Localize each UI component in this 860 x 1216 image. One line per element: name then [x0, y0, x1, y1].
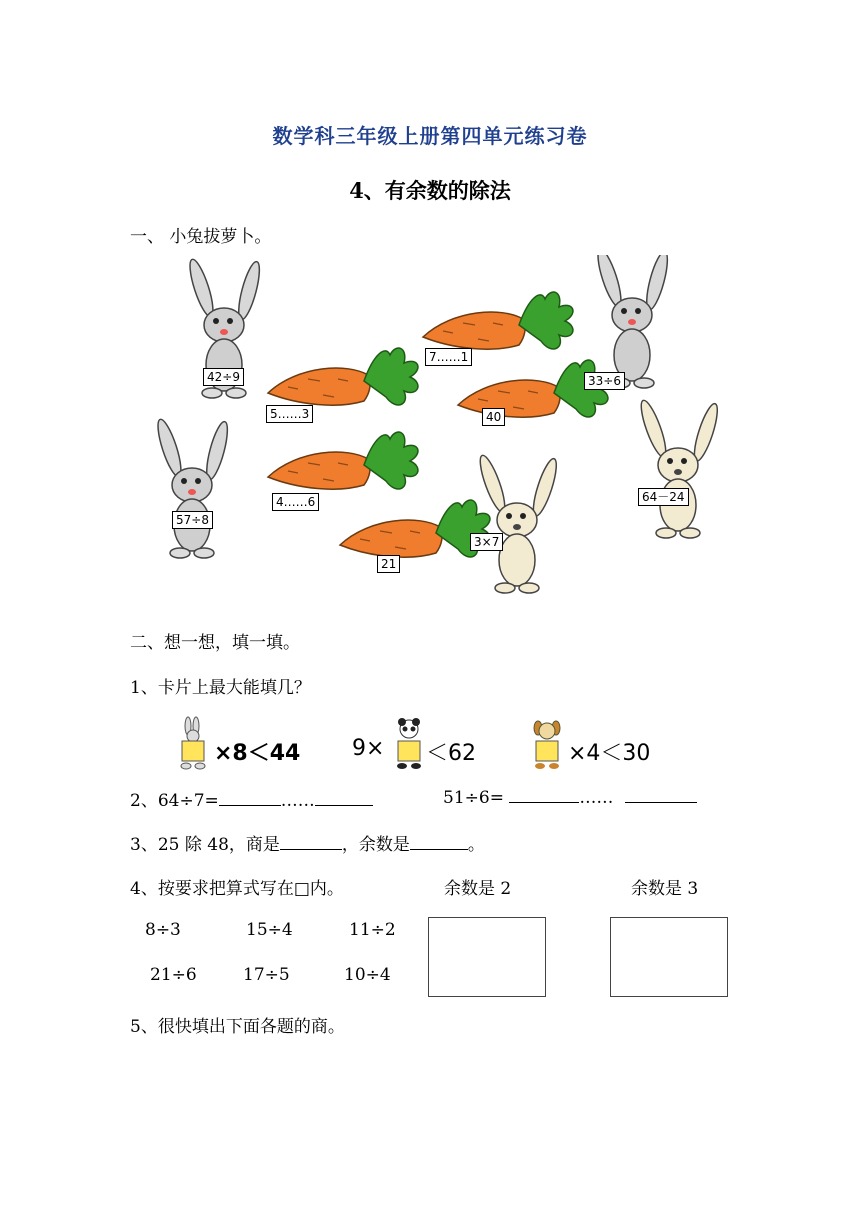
- section2-heading: 二、想一想，填一填。: [130, 633, 300, 653]
- q2-blank-3[interactable]: [509, 786, 579, 803]
- rabbit-carrot-illustration: [128, 255, 738, 615]
- q3-part-b: ，余数是: [341, 835, 410, 855]
- q2-line: [130, 786, 373, 811]
- q4-label-remainder-2: 余数是 2: [444, 879, 512, 899]
- q4-label-remainder-3: 余数是 3: [631, 879, 699, 899]
- q2-blank-4[interactable]: [625, 786, 697, 803]
- rabbit-card-4: 64－24: [638, 488, 689, 506]
- q2-blank-1[interactable]: [219, 789, 281, 806]
- q2-dots-2: ……: [579, 788, 614, 808]
- section1-heading: 一、 小兔拔萝卜。: [130, 227, 272, 247]
- q4-expr-3: 11÷2: [349, 920, 396, 940]
- carrot-card-5: 21: [377, 555, 400, 573]
- q4-expr-4: 21÷6: [150, 965, 197, 985]
- q2-right-line: [443, 786, 697, 808]
- q4-expr-2: 15÷4: [246, 920, 293, 940]
- q1-inequalities: [176, 716, 736, 776]
- rabbit-card-1: 42÷9: [203, 368, 244, 386]
- answer-box-remainder-3[interactable]: [610, 917, 728, 997]
- carrot-5: [340, 500, 490, 557]
- carrot-2: [423, 292, 573, 349]
- q1-text: 1、卡片上最大能填几？: [130, 678, 311, 698]
- rabbit-card-3: 57÷8: [172, 511, 213, 529]
- ineq-2-pre: 9×: [352, 736, 385, 761]
- carrot-card-2: 7……1: [425, 348, 472, 366]
- rabbit-card-2: 33÷6: [584, 372, 625, 390]
- q2-blank-2[interactable]: [315, 789, 373, 806]
- q3-line: [130, 830, 485, 855]
- q2-dots: ……: [280, 791, 315, 811]
- rabbit-card-5: 3×7: [470, 533, 503, 551]
- q3-part-a: 3、25 除 48，商是: [130, 835, 280, 855]
- rabbit-2: [594, 255, 672, 388]
- rabbit-3: [154, 417, 232, 558]
- page-title: 数学科三年级上册第四单元练习卷: [272, 124, 588, 148]
- carrot-4: [268, 432, 418, 489]
- q2-left: 2、64÷7=: [130, 791, 219, 811]
- panda-card-icon: [392, 716, 426, 772]
- q4-expr-6: 10÷4: [344, 965, 391, 985]
- carrot-1: [268, 348, 418, 405]
- q3-blank-remainder[interactable]: [410, 833, 468, 850]
- q3-blank-quotient[interactable]: [280, 833, 342, 850]
- page-subtitle: 4、有余数的除法: [349, 178, 511, 203]
- q3-part-c: 。: [467, 835, 485, 855]
- dog-card-icon: [530, 716, 564, 772]
- illustration-svg: [128, 255, 738, 615]
- ineq-3: ×4＜30: [568, 741, 651, 766]
- ineq-2-post: ＜62: [426, 741, 476, 766]
- carrot-card-3: 40: [482, 408, 505, 426]
- carrot-card-4: 4……6: [272, 493, 319, 511]
- carrot-card-1: 5……3: [266, 405, 313, 423]
- rabbit-4: [637, 398, 722, 538]
- answer-box-remainder-2[interactable]: [428, 917, 546, 997]
- rabbit-card-icon: [176, 716, 210, 772]
- ineq-1: ×8＜44: [214, 741, 301, 766]
- q5-text: 5、很快填出下面各题的商。: [130, 1017, 345, 1037]
- q4-expr-1: 8÷3: [145, 920, 181, 940]
- q4-text: 4、按要求把算式写在□内。: [130, 879, 344, 899]
- q2-right: 51÷6=: [443, 788, 504, 808]
- q4-expr-5: 17÷5: [243, 965, 290, 985]
